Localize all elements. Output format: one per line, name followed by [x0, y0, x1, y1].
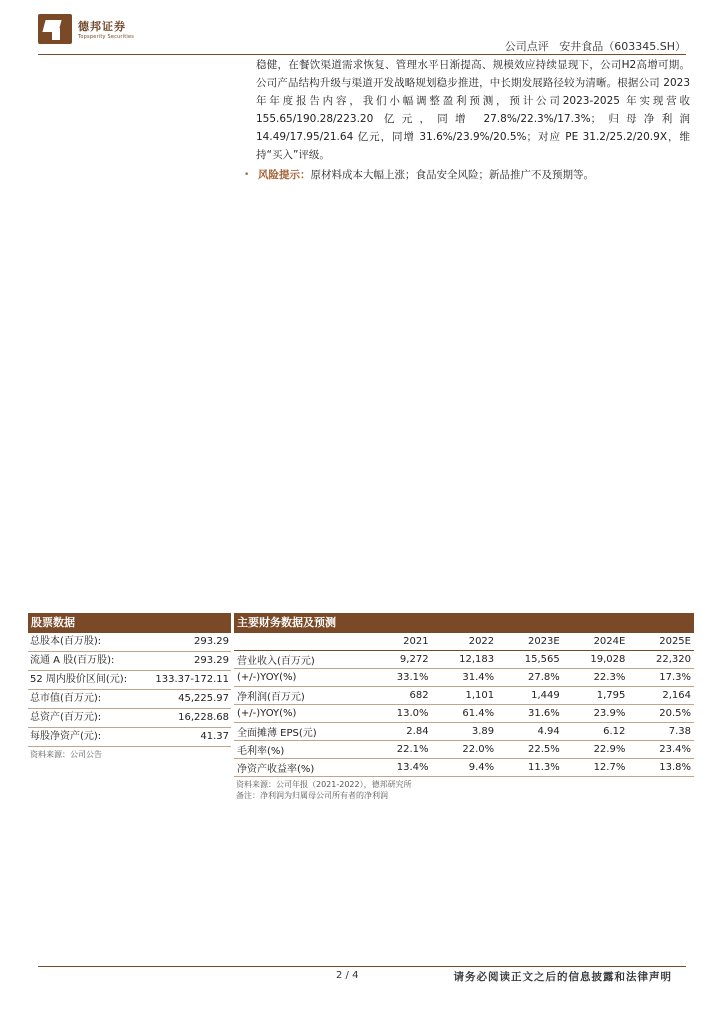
table-cell: 2.84	[371, 723, 431, 741]
financial-note: 备注：净利润为归属母公司所有者的净利润	[236, 791, 388, 800]
table-header-row	[234, 633, 694, 651]
logo-name-en: Topsperity Securities	[78, 34, 135, 40]
stock-data-value: 41.37	[200, 731, 229, 742]
table-row	[234, 651, 694, 669]
stock-data-value: 16,228.68	[178, 712, 229, 723]
stock-data-value: 133.37-172.11	[155, 674, 229, 685]
row-label: 净利润(百万元)	[234, 687, 371, 705]
table-cell: 22.0%	[432, 741, 498, 759]
stock-data-row	[28, 709, 231, 728]
table-row	[234, 723, 694, 741]
table-cell: 11.3%	[497, 759, 563, 777]
table-cell: 7.38	[628, 723, 694, 741]
table-cell: 23.4%	[628, 741, 694, 759]
logo-mark-icon	[38, 14, 72, 44]
table-cell: 682	[371, 687, 431, 705]
page-number: 2 / 4	[336, 970, 359, 981]
stock-data-title: 股票数据	[28, 613, 231, 633]
financial-table	[234, 633, 694, 777]
stock-data-value: 293.29	[194, 636, 229, 647]
table-cell: 19,028	[563, 651, 629, 669]
footer-disclaimer: 请务必阅读正文之后的信息披露和法律声明	[453, 971, 672, 983]
table-cell: 12,183	[432, 651, 498, 669]
table-cell: 22,320	[628, 651, 694, 669]
table-cell: 22.9%	[563, 741, 629, 759]
stock-data-label: 总市值(百万元):	[30, 693, 102, 704]
table-cell: 27.8%	[497, 669, 563, 687]
stock-data-source: 资料来源：公司公告	[30, 750, 102, 759]
body-paragraph: 稳健，在餐饮渠道需求恢复、管理水平日渐提高、规模效应持续显现下，公司H2高增可期。公司产品结构升级与渠道开发战略规划稳步推进，中长期发展路径较为清晰。根据公司 2023 年年度报告内容，我们小幅调整盈利预测，预计公司2023-2025 年实现营收 155.65/190.28/223.20 亿元，同增 27.8%/22.3%/17.3%；归母净利润 14.49/17.95/21.64 亿元，同增 31.6%/23.9%/20.5%；对应 PE 31.2/25.2/20.9X，维持“买入”评级。	[256, 59, 690, 161]
table-cell: 17.3%	[628, 669, 694, 687]
table-cell: 20.5%	[628, 705, 694, 723]
table-cell: 15,565	[497, 651, 563, 669]
company-ticker: 安井食品（603345.SH）	[559, 40, 686, 53]
stock-data-row	[28, 633, 231, 652]
table-cell: 22.5%	[497, 741, 563, 759]
stock-data-row	[28, 690, 231, 709]
stock-data-label: 总资产(百万元):	[30, 712, 102, 723]
row-label: 全面摊薄 EPS(元)	[234, 723, 371, 741]
table-cell: 13.8%	[628, 759, 694, 777]
row-label: (+/-)YOY(%)	[234, 669, 371, 687]
table-cell: 31.4%	[432, 669, 498, 687]
stock-data-label: 52 周内股价区间(元):	[30, 674, 128, 685]
table-cell: 9.4%	[432, 759, 498, 777]
table-cell: 1,449	[497, 687, 563, 705]
financial-data-panel	[234, 613, 694, 801]
row-label: 净资产收益率(%)	[234, 759, 371, 777]
stock-data-value: 45,225.97	[178, 693, 229, 704]
table-cell: 9,272	[371, 651, 431, 669]
logo-name-cn: 德邦证券	[78, 20, 126, 33]
table-cell: 4.94	[497, 723, 563, 741]
table-row	[234, 759, 694, 777]
stock-data-label: 总股本(百万股):	[30, 636, 102, 647]
table-cell: 61.4%	[432, 705, 498, 723]
report-header-info	[505, 38, 686, 54]
body-paragraph-block	[256, 56, 690, 164]
row-label: 毛利率(%)	[234, 741, 371, 759]
row-label: 营业收入(百万元)	[234, 651, 371, 669]
stock-data-label: 每股净资产(元):	[30, 731, 102, 742]
stock-data-row	[28, 652, 231, 671]
table-cell: 3.89	[432, 723, 498, 741]
table-row	[234, 741, 694, 759]
stock-data-value: 293.29	[194, 655, 229, 666]
financial-source: 资料来源：公司年报（2021-2022），德邦研究所	[236, 780, 412, 789]
table-cell: 13.0%	[371, 705, 431, 723]
table-cell: 2,164	[628, 687, 694, 705]
stock-data-label: 流通 A 股(百万股):	[30, 655, 115, 666]
report-type: 公司点评	[504, 40, 549, 53]
financial-data-title: 主要财务数据及预测	[234, 613, 694, 633]
table-cell: 22.1%	[371, 741, 431, 759]
column-header: 2021	[371, 633, 431, 651]
column-header	[234, 633, 371, 651]
company-logo	[38, 14, 134, 44]
stock-data-row	[28, 728, 231, 747]
table-cell: 31.6%	[497, 705, 563, 723]
table-cell: 23.9%	[563, 705, 629, 723]
table-row	[234, 687, 694, 705]
table-cell: 6.12	[563, 723, 629, 741]
table-cell: 13.4%	[371, 759, 431, 777]
column-header: 2025E	[628, 633, 694, 651]
header-divider	[38, 54, 686, 55]
table-row	[234, 669, 694, 687]
column-header: 2023E	[497, 633, 563, 651]
footer-divider	[38, 966, 686, 967]
table-cell: 33.1%	[371, 669, 431, 687]
stock-data-panel	[28, 613, 231, 760]
stock-data-row	[28, 671, 231, 690]
table-cell: 12.7%	[563, 759, 629, 777]
risk-label: 风险提示：	[258, 169, 311, 181]
row-label: (+/-)YOY(%)	[234, 705, 371, 723]
column-header: 2022	[432, 633, 498, 651]
risk-warning	[244, 166, 694, 184]
table-cell: 1,795	[563, 687, 629, 705]
risk-text: 原材料成本大幅上涨；食品安全风险；新品推广不及预期等。	[310, 169, 594, 181]
table-row	[234, 705, 694, 723]
column-header: 2024E	[563, 633, 629, 651]
table-cell: 1,101	[432, 687, 498, 705]
bullet-icon: •	[244, 170, 250, 180]
table-cell: 22.3%	[563, 669, 629, 687]
stock-data-rows	[28, 633, 231, 747]
